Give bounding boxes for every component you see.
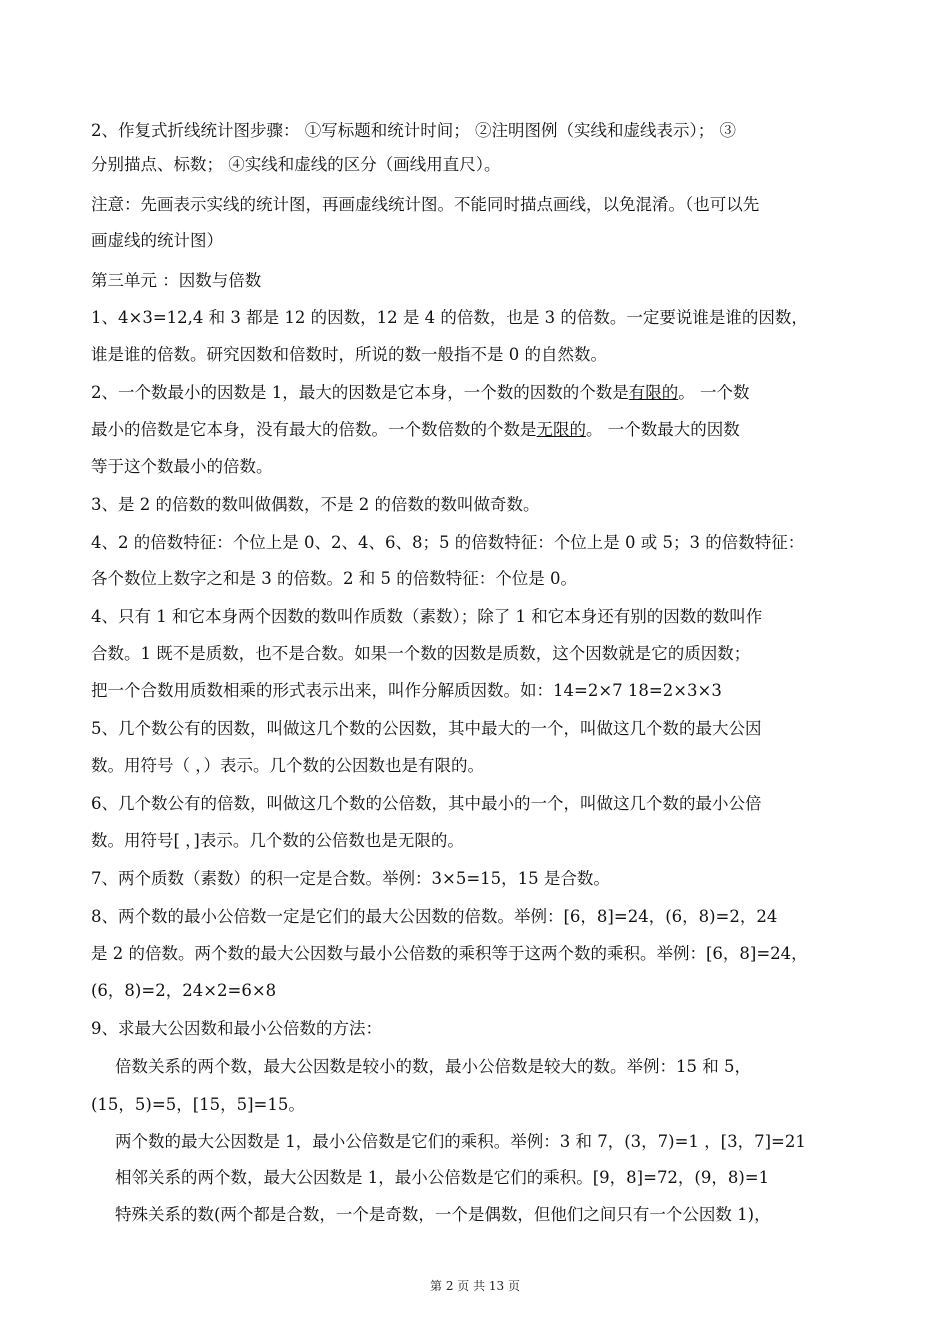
text-line: 9、求最大公因数和最小公倍数的方法： (91, 1019, 382, 1038)
text-line: 两个数的最大公因数是 1，最小公倍数是它们的乘积。举例：3 和 7，(3，7)=1 ，[3，7]=21 (115, 1132, 806, 1151)
text-line: 数。用符号（ ，）表示。几个数的公因数也是有限的。 (91, 756, 484, 775)
text-line: 等于这个数最小的倍数。 (91, 457, 273, 476)
text-line: 7、两个质数（素数）的积一定是合数。举例：3×5=15，15 是合数。 (91, 869, 610, 888)
text-line: 8、两个数的最小公倍数一定是它们的最大公因数的倍数。举例：[6，8]=24，(6，8)=2，24 (91, 907, 778, 926)
text-line: 谁是谁的倍数。研究因数和倍数时，所说的数一般指不是 0 的自然数。 (91, 345, 607, 364)
text-line: 3、是 2 的倍数的数叫做偶数，不是 2 的倍数的数叫做奇数。 (91, 495, 540, 514)
text-line: 合数。1 既不是质数，也不是合数。如果一个数的因数是质数，这个因数就是它的质因数； (91, 644, 751, 663)
text-line: 各个数位上数字之和是 3 的倍数。2 和 5 的倍数特征：个位是 0。 (91, 569, 577, 588)
section-heading: 第三单元 ：因数与倍数 (91, 271, 262, 290)
text-line: 6、几个数公有的倍数，叫做这几个数的公倍数，其中最小的一个，叫做这几个数的最小公倍 (91, 794, 762, 813)
text-line: 2、一个数最小的因数是 1，最大的因数是它本身，一个数的因数的个数是有限的。 一个数 (91, 383, 750, 402)
text-line: 分别描点、标数； ④实线和虚线的区分（画线用直尺）。 (91, 155, 501, 174)
text-line: 4、2 的倍数特征：个位上是 0、2、4、6、8；5 的倍数特征：个位上是 0 或 5；3 的倍数特征： (91, 533, 805, 552)
text-line: 特殊关系的数(两个都是合数，一个是奇数，一个是偶数，但他们之间只有一个公因数 1)， (115, 1205, 771, 1224)
text-line: 5、几个数公有的因数，叫做这几个数的公因数，其中最大的一个，叫做这几个数的最大公因 (91, 719, 762, 738)
text-line: 画虚线的统计图） (91, 231, 223, 250)
underlined-term: 无限的 (536, 420, 586, 439)
text-line: 把一个合数用质数相乘的形式表示出来，叫作分解质因数。如：14=2×7 18=2×3×3 (91, 681, 722, 700)
text-line: 倍数关系的两个数，最大公因数是较小的数，最小公倍数是较大的数。举例：15 和 5， (115, 1057, 751, 1076)
text-line: 2、作复式折线统计图步骤： ①写标题和统计时间； ②注明图例（实线和虚线表示）； ③ (91, 121, 736, 140)
text-line: 数。用符号[ ，]表示。几个数的公倍数也是无限的。 (91, 831, 464, 850)
text-line: 是 2 的倍数。两个数的最大公因数与最小公倍数的乘积等于这两个数的乘积。举例：[6，8]=24， (91, 944, 808, 963)
text-line: 最小的倍数是它本身，没有最大的倍数。一个数倍数的个数是无限的。 一个数最大的因数 (91, 420, 740, 439)
text-line: (15，5)=5，[15，5]=15。 (91, 1095, 305, 1114)
text-line: 4、只有 1 和它本身两个因数的数叫作质数（素数）；除了 1 和它本身还有别的因数的数叫作 (91, 607, 763, 626)
text-line: 1、4×3=12,4 和 3 都是 12 的因数，12 是 4 的倍数，也是 3 的倍数。一定要说谁是谁的因数， (91, 308, 808, 327)
underlined-term: 有限的 (628, 383, 679, 402)
page-footer: 第 2 页 共 13 页 (430, 1279, 520, 1293)
text-line: 相邻关系的两个数，最大公因数是 1，最小公倍数是它们的乘积。[9，8]=72，(9，8)=1 (115, 1168, 770, 1187)
text-line: 注意：先画表示实线的统计图，再画虚线统计图。不能同时描点画线，以免混淆。（也可以先 (91, 195, 760, 214)
text-line: (6，8)=2，24×2=6×8 (91, 981, 277, 1000)
